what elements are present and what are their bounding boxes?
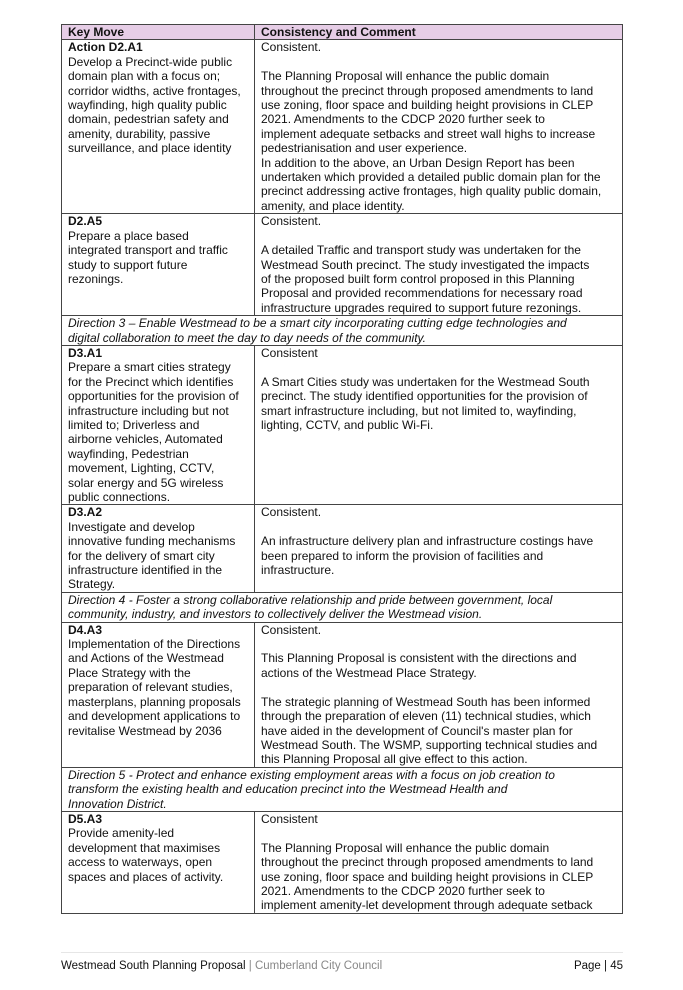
consistency-comment: Consistent A Smart Cities study was undertaken for the Westmead South precinct. The study identified opportunities for the provision of smart infrastructure including, but not limited to, wayfinding, lighting, CCTV, and public Wi-Fi. [261, 345, 590, 432]
footer-title [61, 960, 382, 972]
direction-row [62, 316, 623, 346]
direction-text: Direction 4 - Foster a strong collaborative relationship and pride between government, local community, industry, and investors to collectively deliver the Westmead vision. [62, 592, 623, 622]
action-description: Implementation of the Directions and Actions of the Westmead Place Strategy with the preparation of relevant studies, masterplans, planning proposals and development applications to revitalise Westmead by 2036 [68, 637, 241, 738]
action-description: Develop a Precinct-wide public domain plan with a focus on; corridor widths, active frontages, wayfinding, high quality public domain, pedestrian safety and amenity, durability, passive surveillance, and place identity [68, 54, 241, 156]
key-moves-table [61, 24, 623, 914]
direction-row [62, 767, 623, 811]
key-move-cell [62, 811, 255, 913]
key-move-cell [62, 345, 255, 504]
consistency-comment: Consistent. A detailed Traffic and transport study was undertaken for the Westmead South precinct. The study investigated the impacts of the proposed built form control proposed in this Planning Proposal and provided recommendations for necessary road infrastructure upgrades required to support future rezonings. [261, 214, 590, 315]
comment-cell [255, 622, 623, 767]
action-id: D3.A2 [68, 505, 103, 520]
key-move-row [62, 811, 623, 913]
consistency-comment: Consistent The Planning Proposal will enhance the public domain throughout the precinct through proposed amendments to land use zoning, floor space and building height provisions in CLEP 2021. Amendments to the CDCP 2020 further seek to implement amenity-let development through adequate setback [261, 811, 594, 913]
comment-cell [255, 40, 623, 214]
action-description: Provide amenity-led development that maximises access to waterways, open spaces and places of activity. [68, 826, 224, 884]
footer-divider [61, 952, 623, 953]
key-move-cell [62, 622, 255, 767]
action-id: D2.A5 [68, 214, 103, 229]
key-move-cell [62, 214, 255, 316]
comment-cell [255, 811, 623, 913]
footer-document-name: Westmead South Planning Proposal [61, 960, 246, 972]
consistency-comment: Consistent. The Planning Proposal will enhance the public domain throughout the precinct through proposed amendments to land use zoning, floor space and building height provisions in CLEP 2021. Amendments to the CDCP 2020 further seek to implement adequate setbacks and street wall highs to increase pedestrianisation and user experience. In addition to the above, an Urban Design Report has been undertaken which provided a detailed public domain plan for the precinct addressing active frontages, high quality public domain, amenity, and place identity. [261, 40, 602, 213]
key-move-row [62, 505, 623, 592]
action-id: D5.A3 [68, 811, 103, 826]
header-consistency-comment: Consistency and Comment [255, 25, 623, 40]
key-move-cell [62, 505, 255, 592]
header-key-move: Key Move [62, 25, 255, 40]
table-body [62, 40, 623, 913]
comment-cell [255, 214, 623, 316]
key-move-row [62, 40, 623, 214]
direction-row [62, 592, 623, 622]
comment-cell [255, 505, 623, 592]
footer-council-name: Cumberland City Council [254, 960, 383, 972]
action-description: Prepare a place based integrated transport and traffic study to support future rezonings. [68, 228, 228, 286]
key-move-cell [62, 40, 255, 214]
consistency-comment: Consistent. An infrastructure delivery plan and infrastructure costings have been prepared to inform the provision of facilities and infrastructure. [261, 505, 594, 578]
key-move-row [62, 345, 623, 504]
comment-cell [255, 345, 623, 504]
page-number: Page | 45 [573, 960, 623, 972]
action-id: D3.A1 [68, 345, 103, 360]
action-description: Investigate and develop innovative funding mechanisms for the delivery of smart city infrastructure identified in the Strategy. [68, 519, 236, 592]
action-id: Action D2.A1 [68, 40, 143, 55]
footer-separator: | [248, 960, 252, 972]
table-header-row [62, 25, 623, 40]
direction-text: Direction 3 – Enable Westmead to be a smart city incorporating cutting edge technologies and digital collaboration to meet the day to day needs of the community. [62, 316, 623, 346]
action-id: D4.A3 [68, 622, 103, 637]
key-move-row [62, 622, 623, 767]
direction-text: Direction 5 - Protect and enhance existing employment areas with a focus on job creation to transform the existing health and education precinct into the Westmead Health and Innovation District. [62, 767, 623, 811]
action-description: Prepare a smart cities strategy for the Precinct which identifies opportunities for the provision of infrastructure including but not limited to; Driverless and airborne vehicles, Automated wayfinding, Pedestrian movement, Lighting, CCTV, solar energy and 5G wireless public connections. [68, 360, 239, 504]
consistency-comment: Consistent. This Planning Proposal is consistent with the directions and actions of the Westmead Place Strategy. The strategic planning of Westmead South has been informed through the preparation of eleven (11) technical studies, which have aided in the development of Council's master plan for Westmead South. The WSMP, supporting technical studies and this Planning Proposal all give effect to this action. [261, 622, 598, 767]
key-move-row [62, 214, 623, 316]
